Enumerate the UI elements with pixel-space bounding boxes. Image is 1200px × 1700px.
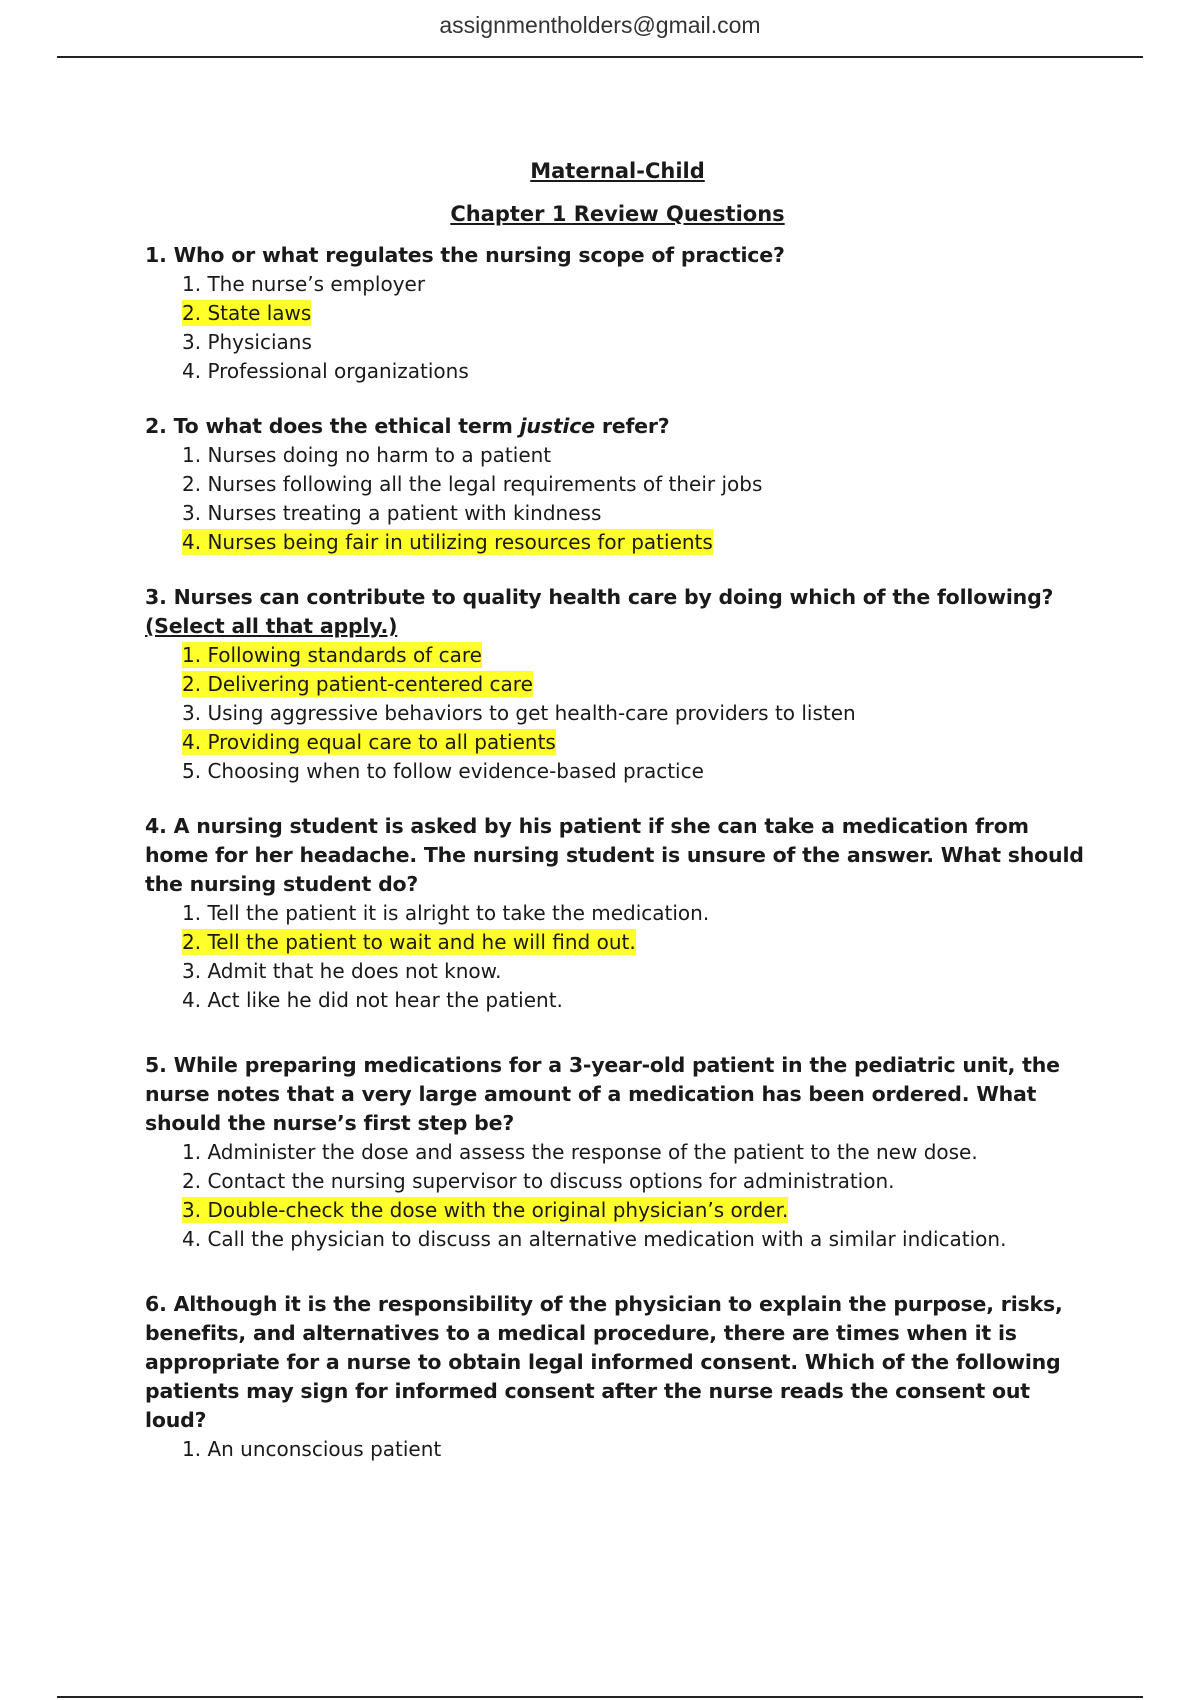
option-text: 2. Nurses following all the legal requirements of their jobs bbox=[182, 472, 763, 496]
question-text-part: refer? bbox=[594, 414, 670, 438]
question-2 bbox=[145, 412, 1090, 557]
option bbox=[145, 1225, 1090, 1254]
question-4 bbox=[145, 812, 1090, 1015]
question-text-underlined: (Select all that apply.) bbox=[145, 614, 398, 638]
option-text: 1. Nurses doing no harm to a patient bbox=[182, 443, 552, 467]
option bbox=[145, 470, 1090, 499]
option-text: 4. Call the physician to discuss an alternative medication with a similar indication. bbox=[182, 1227, 1007, 1251]
option bbox=[145, 641, 1090, 670]
question-3 bbox=[145, 583, 1090, 786]
option bbox=[145, 1435, 1090, 1464]
option bbox=[145, 899, 1090, 928]
option bbox=[145, 528, 1090, 557]
option bbox=[145, 728, 1090, 757]
option-text: 4. Act like he did not hear the patient. bbox=[182, 988, 563, 1012]
option bbox=[145, 957, 1090, 986]
option-text-highlighted: 3. Double-check the dose with the original physician’s order. bbox=[182, 1198, 789, 1222]
document-title: Maternal-Child bbox=[530, 159, 705, 183]
option bbox=[145, 357, 1090, 386]
option-text: 1. Tell the patient it is alright to take the medication. bbox=[182, 901, 710, 925]
option bbox=[145, 757, 1090, 786]
option-text: 3. Nurses treating a patient with kindness bbox=[182, 501, 602, 525]
options-list bbox=[145, 1138, 1090, 1254]
question-5 bbox=[145, 1051, 1090, 1254]
question-1 bbox=[145, 241, 1090, 386]
question-text: 1. Who or what regulates the nursing scope of practice? bbox=[145, 243, 785, 267]
question-text bbox=[145, 583, 1090, 641]
option-text: 1. The nurse’s employer bbox=[182, 272, 426, 296]
option bbox=[145, 670, 1090, 699]
option-text: 4. Professional organizations bbox=[182, 359, 469, 383]
option-text-highlighted: 1. Following standards of care bbox=[182, 643, 482, 667]
option-text: 3. Physicians bbox=[182, 330, 312, 354]
question-6 bbox=[145, 1290, 1090, 1464]
option-text: 1. An unconscious patient bbox=[182, 1437, 442, 1461]
option-text-highlighted: 2. Delivering patient-centered care bbox=[182, 672, 533, 696]
option bbox=[145, 499, 1090, 528]
question-text-part: 2. To what does the ethical term bbox=[145, 414, 520, 438]
document-body bbox=[145, 158, 1090, 1490]
question-text-part: 3. Nurses can contribute to quality health care by doing which of the following? bbox=[145, 585, 1054, 609]
option bbox=[145, 270, 1090, 299]
question-text: 4. A nursing student is asked by his patient if she can take a medication from home for her headache. The nursing student is unsure of the answer. What should the nursing student do? bbox=[145, 814, 1084, 896]
option-text-highlighted: 2. Tell the patient to wait and he will find out. bbox=[182, 930, 636, 954]
option-text-highlighted: 4. Nurses being fair in utilizing resources for patients bbox=[182, 530, 713, 554]
option bbox=[145, 986, 1090, 1015]
footer-divider bbox=[57, 1696, 1143, 1698]
option-text: 3. Admit that he does not know. bbox=[182, 959, 502, 983]
question-text-italic: justice bbox=[519, 414, 595, 438]
option-text: 5. Choosing when to follow evidence-based practice bbox=[182, 759, 704, 783]
option bbox=[145, 1167, 1090, 1196]
header-divider bbox=[57, 56, 1143, 58]
question-text: 5. While preparing medications for a 3-year-old patient in the pediatric unit, the nurse notes that a very large amount of a medication has been ordered. What should the nurse’s first step be? bbox=[145, 1053, 1060, 1135]
document-subtitle: Chapter 1 Review Questions bbox=[450, 202, 785, 226]
option bbox=[145, 699, 1090, 728]
option-text: 2. Contact the nursing supervisor to discuss options for administration. bbox=[182, 1169, 895, 1193]
options-list bbox=[145, 1435, 1090, 1464]
option bbox=[145, 1138, 1090, 1167]
option-text: 1. Administer the dose and assess the response of the patient to the new dose. bbox=[182, 1140, 978, 1164]
options-list bbox=[145, 441, 1090, 557]
option-text: 3. Using aggressive behaviors to get health-care providers to listen bbox=[182, 701, 856, 725]
option bbox=[145, 299, 1090, 328]
option-text-highlighted: 4. Providing equal care to all patients bbox=[182, 730, 556, 754]
question-text: 6. Although it is the responsibility of the physician to explain the purpose, risks, benefits, and alternatives to a medical procedure, there are times when it is appropriate for a nurse to obtain legal informed consent. Which of the following patients may sign for informed consent after the nurse reads the consent out loud? bbox=[145, 1292, 1063, 1432]
option-text-highlighted: 2. State laws bbox=[182, 301, 312, 325]
header-email: assignmentholders@gmail.com bbox=[439, 12, 761, 38]
options-list bbox=[145, 270, 1090, 386]
option bbox=[145, 441, 1090, 470]
option bbox=[145, 328, 1090, 357]
question-text bbox=[145, 412, 1090, 441]
options-list bbox=[145, 641, 1090, 786]
options-list bbox=[145, 899, 1090, 1015]
option bbox=[145, 928, 1090, 957]
option bbox=[145, 1196, 1090, 1225]
